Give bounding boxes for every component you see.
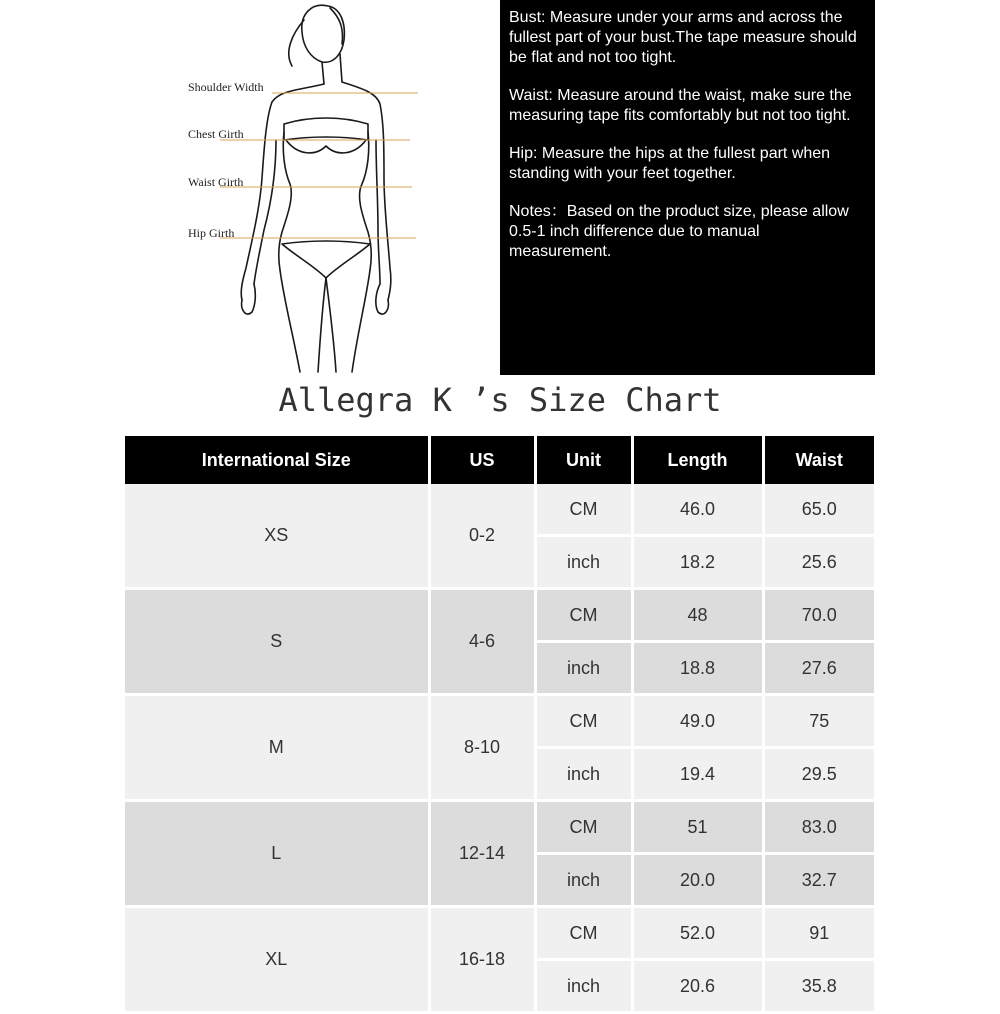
size-cell: M xyxy=(125,695,429,801)
unit-cell: CM xyxy=(535,907,632,960)
unit-cell: inch xyxy=(535,748,632,801)
waist-cell: 35.8 xyxy=(763,960,874,1013)
table-row xyxy=(125,801,874,854)
us-size-cell: 4-6 xyxy=(429,589,535,695)
header-us: US xyxy=(429,436,535,484)
table-row xyxy=(125,907,874,960)
hip-note: Hip: Measure the hips at the fullest part when standing with your feet together. xyxy=(509,145,831,182)
general-note: Notes：Based on the product size, please allow 0.5-1 inch difference due to manual measurement. xyxy=(509,203,849,260)
shoulder-width-label: Shoulder Width xyxy=(188,80,264,94)
unit-cell: inch xyxy=(535,536,632,589)
unit-cell: CM xyxy=(535,484,632,536)
unit-cell: CM xyxy=(535,801,632,854)
unit-cell: inch xyxy=(535,642,632,695)
us-size-cell: 0-2 xyxy=(429,484,535,589)
waist-cell: 29.5 xyxy=(763,748,874,801)
hip-girth-label: Hip Girth xyxy=(188,226,235,240)
size-chart-title: Allegra K ’s Size Chart xyxy=(278,381,722,419)
waist-cell: 70.0 xyxy=(763,589,874,642)
waist-cell: 91 xyxy=(763,907,874,960)
length-cell: 20.6 xyxy=(632,960,763,1013)
header-waist: Waist xyxy=(763,436,874,484)
length-cell: 51 xyxy=(632,801,763,854)
header-international-size: International Size xyxy=(125,436,429,484)
waist-cell: 25.6 xyxy=(763,536,874,589)
length-cell: 19.4 xyxy=(632,748,763,801)
unit-cell: inch xyxy=(535,854,632,907)
header-unit: Unit xyxy=(535,436,632,484)
table-row xyxy=(125,695,874,748)
table-row xyxy=(125,589,874,642)
waist-girth-label: Waist Girth xyxy=(188,175,244,189)
waist-note: Waist: Measure around the waist, make sure the measuring tape fits comfortably but not too tight. xyxy=(509,87,852,124)
measurement-notes-panel xyxy=(500,0,875,375)
unit-cell: CM xyxy=(535,695,632,748)
size-cell: XL xyxy=(125,907,429,1013)
length-cell: 49.0 xyxy=(632,695,763,748)
waist-cell: 75 xyxy=(763,695,874,748)
unit-cell: CM xyxy=(535,589,632,642)
unit-cell: inch xyxy=(535,960,632,1013)
waist-cell: 27.6 xyxy=(763,642,874,695)
size-chart-table xyxy=(125,436,874,1014)
us-size-cell: 16-18 xyxy=(429,907,535,1013)
length-cell: 52.0 xyxy=(632,907,763,960)
bust-note: Bust: Measure under your arms and across the fullest part of your bust.The tape measure should be flat and not too tight. xyxy=(509,9,857,66)
us-size-cell: 12-14 xyxy=(429,801,535,907)
chest-girth-label: Chest Girth xyxy=(188,127,244,141)
table-row xyxy=(125,484,874,536)
length-cell: 20.0 xyxy=(632,854,763,907)
size-cell: L xyxy=(125,801,429,907)
body-measurement-diagram xyxy=(180,0,430,375)
table-header-row xyxy=(125,436,874,484)
length-cell: 48 xyxy=(632,589,763,642)
length-cell: 46.0 xyxy=(632,484,763,536)
length-cell: 18.8 xyxy=(632,642,763,695)
waist-cell: 83.0 xyxy=(763,801,874,854)
waist-cell: 32.7 xyxy=(763,854,874,907)
header-length: Length xyxy=(632,436,763,484)
us-size-cell: 8-10 xyxy=(429,695,535,801)
size-cell: XS xyxy=(125,484,429,589)
length-cell: 18.2 xyxy=(632,536,763,589)
size-cell: S xyxy=(125,589,429,695)
waist-cell: 65.0 xyxy=(763,484,874,536)
